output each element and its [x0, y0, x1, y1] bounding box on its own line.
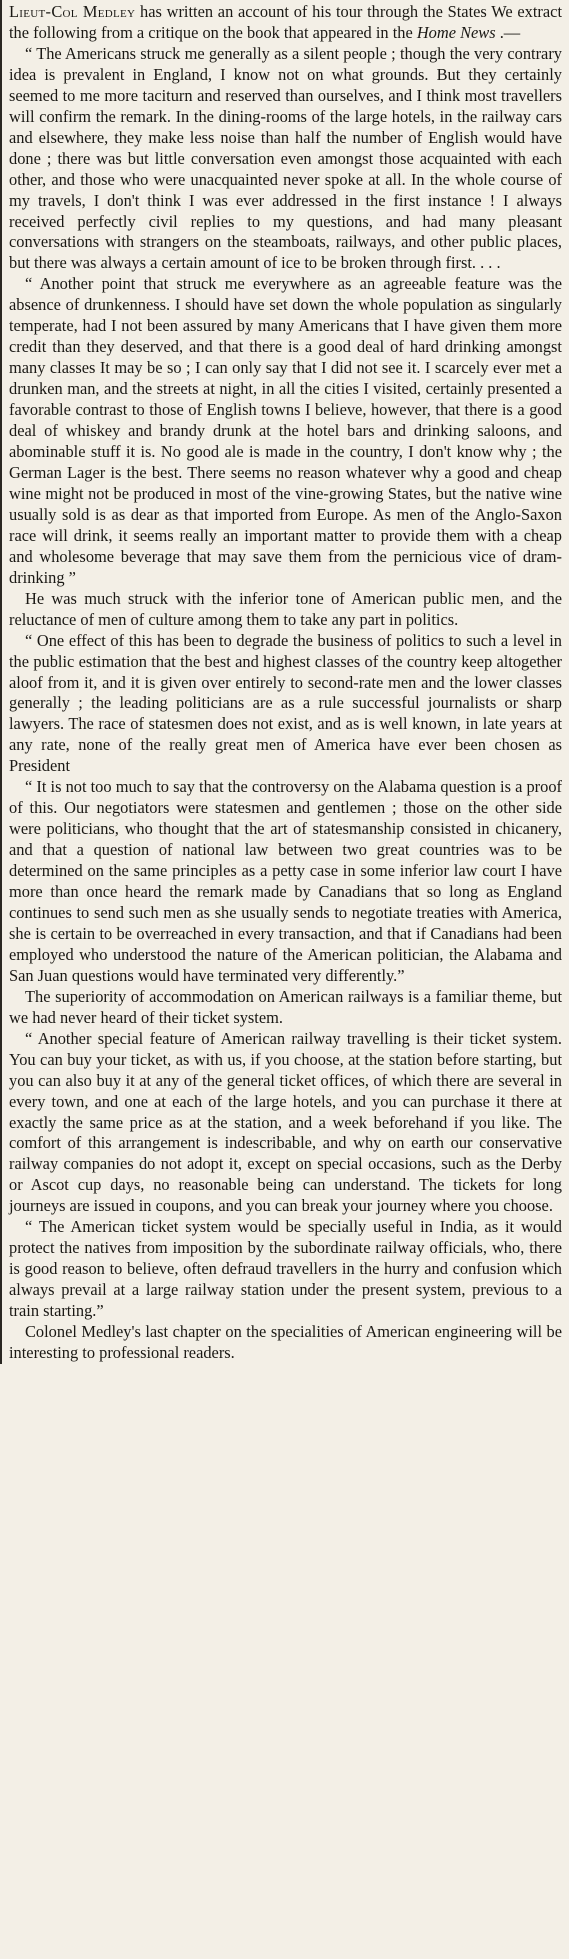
author-name: Lieut-Col Medley — [9, 2, 136, 21]
quote-paragraph: “ The Americans struck me generally as a silent people ; though the very contrary idea is prevalent in England, I know not on what grounds. But they certainly seemed to me more taciturn and reserved than ourselves, and I think most travellers will confirm the remark. In the dining-rooms of the large hotels, in the railway cars and elsewhere, they make less noise than half the number of English would have done ; there was but little conversation even amongst those acquainted with each other, and those who were unacquainted never spoke at all. In the whole course of my travels, I don't think I was ever addressed in the first instance ! I always received perfectly civil replies to my questions, and had many pleasant conversations with strangers on the steamboats, railways, and other public places, but there was always a certain amount of ice to be broken through first. . . . — [9, 43, 562, 273]
quote-paragraph: “ One effect of this has been to degrade the business of politics to such a level in the public estimation that the best and highest classes of the country keep altogether aloof from it, and it is given over entirely to second-rate men and the lower classes generally ; the leading politicians are as a rule successful journalists or sharp lawyers. The race of statesmen does not exist, and as is well known, in late years at any rate, none of the really great men of America have ever been chosen as President — [9, 630, 562, 776]
quote-paragraph: “ Another point that struck me everywhere as an agreeable feature was the absence of drunkenness. I should have set down the whole population as singularly temperate, had I not been assured by many Americans that I have given them more credit than they deserved, and that there is a good deal of hard drinking amongst many classes It may be so ; I can only say that I did not see it. I scarcely ever met a drunken man, and the streets at night, in all the cities I visited, certainly presented a favorable contrast to those of English towns I believe, however, that there is a good deal of whiskey and brandy drunk at the hotel bars and drinking saloons, and abominable stuff it is. No good ale is made in the country, I don't know why ; the German Lager is the best. There seems no reason whatever why a good and cheap wine might not be produced in most of the vine-growing States, but the native wine usually sold is as dear as that imported from Europe. As men of the Anglo-Saxon race will drink, it seems really an important matter to provide them with a cheap and wholesome beverage that may save them from the pernicious vice of dram-drinking ” — [9, 274, 562, 587]
closing-paragraph: Colonel Medley's last chapter on the specialities of American engineering will be interesting to professional readers. — [9, 1322, 562, 1362]
commentary-paragraph: He was much struck with the inferior tone of American public men, and the reluctance of men of culture among them to take any part in politics. — [9, 588, 562, 629]
quote-paragraph: “ Another special feature of American railway travelling is their ticket system. You can buy your ticket, as with us, if you choose, at the station before starting, but you can also buy it at any of the general ticket offices, of which there are several in every town, and one at each of the large hotels, and you can purchase it there at exactly the same price as at the station, and a week beforehand if you like. The comfort of this arrangement is indescribable, and why on earth our conservative railway companies do not adopt it, except on special occasions, such as the Derby or Ascot cup days, no reasonable being can understand. The tickets for long journeys are issued in coupons, and you can break your journey where you choose. — [9, 1028, 562, 1216]
publication-title: Home News — [416, 22, 496, 42]
quote-paragraph: “ The American ticket system would be specially useful in India, as it would protect the natives from imposition by the subordinate railway officials, who, there is good reason to believe, often defraud travellers in the hurry and confusion which always prevail at a large railway station under the present system, previous to a train starting.” — [9, 1217, 562, 1321]
commentary-paragraph: The superiority of accommodation on American railways is a familiar theme, but we had never heard of their ticket system. — [9, 986, 562, 1027]
quote-paragraph: “ It is not too much to say that the controversy on the Alabama question is a proof of this. Our negotiators were statesmen and gentlemen ; those on the other side were politicians, who thought that the art of statesmanship consisted in chicanery, and that a question of national law between two great countries was to be determined on the same principles as a petty case in some inferior law court I have more than once heard the remark made by Canadians that so long as England continues to send such men as she usually sends to negotiate treaties with America, she is certain to be overreached in every transaction, and that if Canadians had been employed who understood the nature of the American politician, the Alabama and San Juan questions would have terminated very differently.” — [9, 777, 562, 985]
lead-text-end: .— — [495, 22, 521, 42]
lead-paragraph — [9, 2, 562, 44]
lead-text: has written an account of his tour through the States We extract the following from a critique on the book that appeared in the — [9, 2, 562, 42]
